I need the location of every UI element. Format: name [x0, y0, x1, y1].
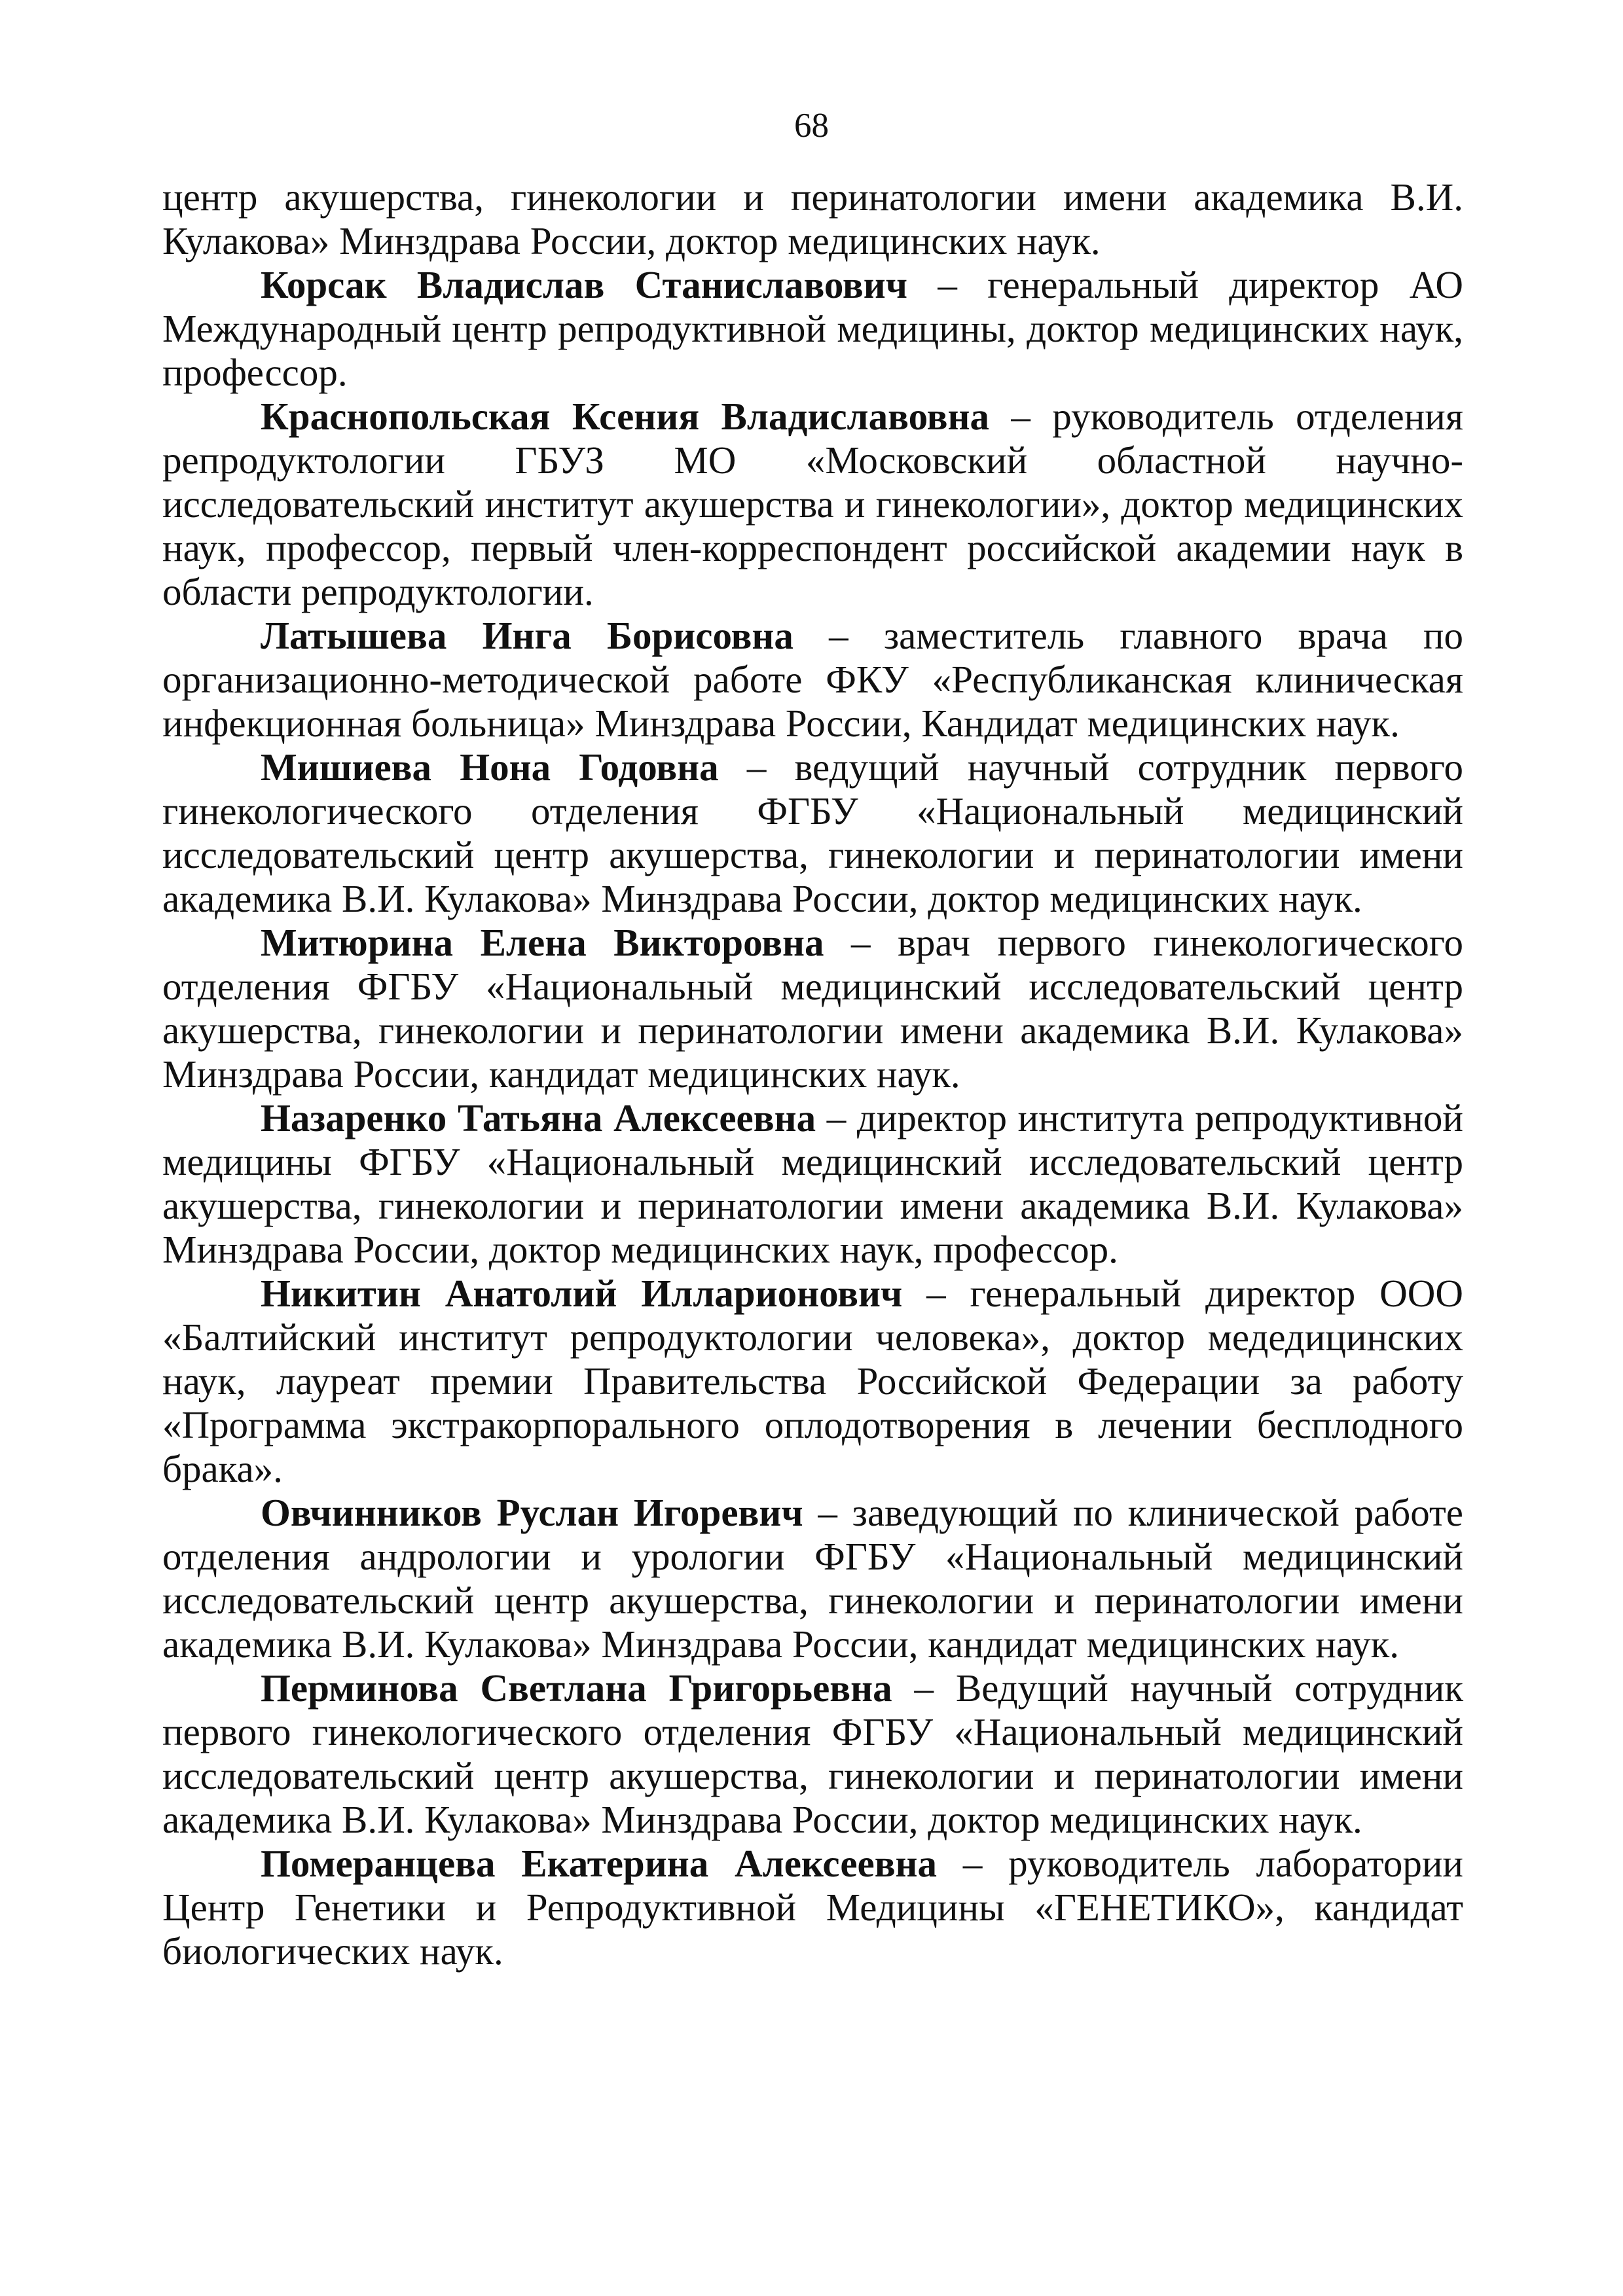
person-entry [162, 263, 1463, 395]
person-name: Мишиева Нона Годовна [261, 745, 719, 789]
page-number: 68 [794, 107, 829, 145]
person-description: – генеральный директор АО Международный центр репродуктивной медицины, доктор медицинских наук, профессор. [162, 263, 1463, 394]
document-body [162, 175, 1463, 1973]
person-name: Померанцева Екатерина Алексеевна [261, 1842, 938, 1885]
person-description: – заместитель главного врача по организационно-методической работе ФКУ «Республиканская клиническая инфекционная больница» Минздрава России, Кандидат медицинских наук. [162, 614, 1463, 745]
person-name: Латышева Инга Борисовна [261, 614, 793, 657]
person-entry [162, 614, 1463, 745]
intro-paragraph: центр акушерства, гинекологии и перинатологии имени академика В.И. Кулакова» Минздрава России, доктор медицинских наук. [162, 175, 1463, 262]
person-name: Никитин Анатолий Илларионович [261, 1272, 903, 1315]
person-description: – руководитель лаборатории Центр Генетики и Репродуктивной Медицины «ГЕНЕТИКО», кандидат биологических наук. [162, 1842, 1463, 1973]
person-description: – генеральный директор ООО «Балтийский институт репродуктологии человека», доктор медедицинских наук, лауреат премии Правительства Российской Федерации за работу «Программа экстракорпорального оплодотворения в лечении бесплодного брака». [162, 1272, 1463, 1490]
person-description: – заведующий по клинической работе отделения андрологии и урологии ФГБУ «Национальный медицинский исследовательский центр акушерства, гинекологии и перинатологии имени академика В.И. Кулакова» Минздрава России, кандидат медицинских наук. [162, 1491, 1463, 1666]
person-entry [162, 921, 1463, 1096]
person-entry [162, 1272, 1463, 1491]
person-entry [162, 395, 1463, 614]
person-name: Митюрина Елена Викторовна [261, 921, 824, 964]
person-description: – директор института репродуктивной медицины ФГБУ «Национальный медицинский исследовательский центр акушерства, гинекологии и перинатологии имени академика В.И. Кулакова» Минздрава России, доктор медицинских наук, профессор. [162, 1096, 1463, 1271]
person-name: Назаренко Татьяна Алексеевна [261, 1096, 816, 1139]
person-entry [162, 1842, 1463, 1973]
person-description: – Ведущий научный сотрудник первого гинекологического отделения ФГБУ «Национальный медицинский исследовательский центр акушерства, гинекологии и перинатологии имени академика В.И. Кулакова» Минздрава России, доктор медицинских наук. [162, 1666, 1464, 1841]
person-name: Краснопольская Ксения Владиславовна [261, 395, 989, 438]
person-entry [162, 1666, 1463, 1842]
person-description: – врач первого гинекологического отделения ФГБУ «Национальный медицинский исследовательский центр акушерства, гинекологии и перинатологии имени академика В.И. Кулакова» Минздрава России, кандидат медицинских наук. [162, 921, 1463, 1096]
person-entry [162, 1491, 1463, 1666]
person-description: – руководитель отделения репродуктологии ГБУЗ МО «Московский областной научно-исследовательский институт акушерства и гинекологии», доктор медицинских наук, профессор, первый член-корреспондент российской академии наук в области репродуктологии. [162, 395, 1463, 613]
person-name: Корсак Владислав Станиславович [261, 263, 908, 306]
person-description: – ведущий научный сотрудник первого гинекологического отделения ФГБУ «Национальный медицинский исследовательский центр акушерства, гинекологии и перинатологии имени академика В.И. Кулакова» Минздрава России, доктор медицинских наук. [162, 745, 1463, 920]
person-entry [162, 745, 1463, 921]
person-name: Перминова Светлана Григорьевна [261, 1666, 892, 1710]
person-name: Овчинников Руслан Игоревич [261, 1491, 803, 1534]
person-entry [162, 1096, 1463, 1272]
